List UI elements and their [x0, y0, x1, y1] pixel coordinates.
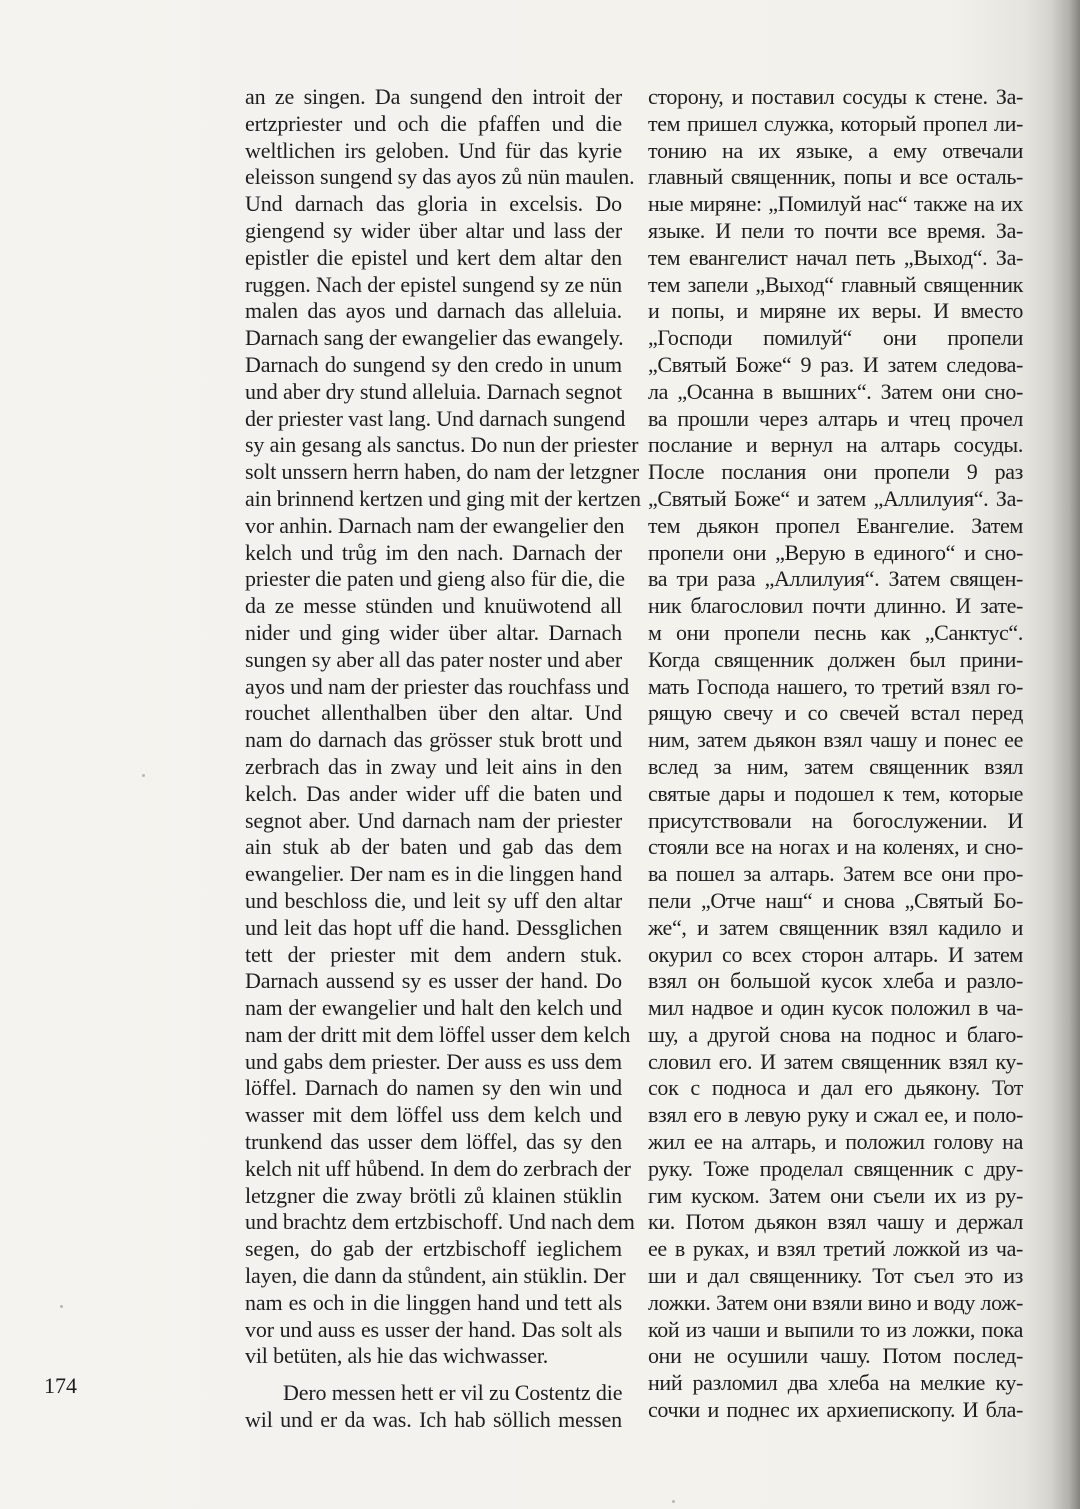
text-line: vor und auss es usser der hand. Das solt als — [245, 1316, 622, 1342]
text-line: они не осушили чашу. Потом послед- — [648, 1343, 1023, 1369]
text-line: und brachtz dem ertzbischoff. Und nach dem — [245, 1209, 635, 1235]
text-line: тем запели „Выход“ главный священник — [648, 271, 1023, 297]
text-line: ruggen. Nach der epistel sungend sy ze nün — [245, 271, 622, 297]
text-line: ва прошли через алтарь и чтец прочел — [648, 405, 1023, 431]
page-number: 174 — [44, 1373, 77, 1398]
german-paragraph-2 — [245, 1380, 622, 1434]
text-line: присутствовали на богослужении. И — [648, 807, 1023, 833]
text-line: святые дары и подошел к тем, которые — [648, 780, 1023, 806]
text-line: жил ее на алтарь, и положил голову на — [648, 1129, 1023, 1155]
text-line: ний разломил два хлеба на мелкие ку- — [648, 1370, 1023, 1396]
text-line: и попы, и миряне их веры. И вместо — [648, 298, 1023, 324]
text-line: м они пропели песнь как „Санктус“. — [648, 619, 1023, 645]
text-line: ain brinnend kertzen und ging mit der kertzen — [245, 485, 641, 511]
text-line: гим куском. Затем они съели их из ру- — [648, 1182, 1023, 1208]
text-line: языке. И пели то почти все время. За- — [648, 217, 1023, 243]
text-line: сочки и поднес их архиепископу. И бла- — [648, 1397, 1023, 1423]
text-line: ertzpriester und och die pfaffen und die — [245, 110, 622, 136]
text-line: epistler die epistel und kert dem altar den — [245, 244, 622, 270]
text-line: layen, die dann da stůndent, ain stüklin. Der — [245, 1263, 626, 1289]
text-line: an ze singen. Da sungend den introit der — [245, 84, 622, 109]
text-line: После послания они пропели 9 раз — [648, 459, 1023, 485]
binding-shadow — [1052, 0, 1080, 1509]
text-line: giengend sy wider über altar und lass der — [245, 217, 622, 243]
text-line: „Господи помилуй“ они пропели — [648, 325, 1023, 351]
text-line: nam es och in die linggen hand und tett als — [245, 1289, 622, 1315]
text-line: eleisson sungend sy das ayos zů nün maulen. — [245, 164, 635, 190]
text-line: же“, и затем священник взял кадило и — [648, 914, 1023, 940]
text-line: tett der priester mit dem andern stuk. — [245, 941, 622, 967]
text-line: рящую свечу и со свечей встал перед — [648, 700, 1023, 726]
text-line: Darnach do sungend sy den credo in unum — [245, 351, 622, 377]
text-line: kelch und trůg im den nach. Darnach der — [245, 539, 622, 565]
text-line: nam der ewangelier und halt den kelch und — [245, 995, 622, 1021]
paragraph-gap — [245, 1370, 622, 1380]
text-line: segen, do gab der ertzbischoff ieglichem — [245, 1236, 622, 1262]
text-line: „Святый Боже“ и затем „Аллилуия“. За- — [648, 485, 1023, 511]
text-line: solt unssern herrn haben, do nam der letzgner — [245, 459, 640, 485]
text-line: тем дьякон пропел Евангелие. Затем — [648, 512, 1023, 538]
text-line: словил его. И затем священник взял ку- — [648, 1048, 1023, 1074]
text-line: Darnach sang der ewangelier das ewangely. — [245, 325, 624, 351]
text-line: ши и дал священнику. Тот съел это из — [648, 1263, 1023, 1289]
text-line: ва пошел за алтарь. Затем все они про- — [648, 861, 1023, 887]
text-line: мил надвое и один кусок положил в ча- — [648, 995, 1023, 1021]
text-line: главный священник, попы и все осталь- — [648, 164, 1023, 190]
text-line: der priester vast lang. Und darnach sungend — [245, 405, 626, 431]
text-line: взял он большой кусок хлеба и разло- — [648, 968, 1023, 994]
text-line: da ze messe stünden und knuüwotend all — [245, 593, 622, 619]
left-column-german-text — [245, 84, 641, 1434]
text-line: und aber dry stund alleluia. Darnach segnot — [245, 378, 622, 404]
text-line: segnot aber. Und darnach nam der priester — [245, 807, 622, 833]
text-line: und gabs dem priester. Der auss es uss dem — [245, 1048, 622, 1074]
text-line: ные миряне: „Помилуй нас“ также на их — [648, 191, 1023, 217]
text-line: ложки. Затем они взяли вино и воду лож- — [648, 1289, 1023, 1315]
text-line: löffel. Darnach do namen sy den win und — [245, 1075, 622, 1101]
text-line: ним, затем дьякон взял чашу и понес ее — [648, 727, 1023, 753]
text-line: Когда священник должен был прини- — [648, 646, 1023, 672]
paper-speck — [60, 1305, 63, 1308]
text-line: Darnach aussend sy es usser der hand. Do — [245, 968, 622, 994]
text-line: priester die paten und gieng also für die, die — [245, 566, 625, 592]
text-line: тонию на их языке, а ему отвечали — [648, 137, 1023, 163]
text-line: стояли все на ногах и на коленях, и сно- — [648, 834, 1023, 860]
text-line: nider und ging wider über altar. Darnach — [245, 619, 622, 645]
text-line: ник благословил почти длинно. И зате- — [648, 593, 1023, 619]
text-line: окурил со всех сторон алтарь. И затем — [648, 941, 1023, 967]
text-line: вслед за ним, затем священник взял — [648, 753, 1023, 779]
text-line: ва три раза „Аллилуия“. Затем священ- — [648, 566, 1023, 592]
text-line: malen das ayos und darnach das alleluia. — [245, 298, 622, 324]
right-column-russian-text — [648, 84, 1023, 1424]
text-line: weltlichen irs geloben. Und für das kyrie — [245, 137, 622, 163]
text-line: тем пришел служка, который пропел ли- — [648, 110, 1023, 136]
text-line: тем евангелист начал петь „Выход“. За- — [648, 244, 1023, 270]
text-line: zerbrach das in zway und leit ains in den — [245, 753, 622, 779]
text-line: ки. Потом дьякон взял чашу и держал — [648, 1209, 1023, 1235]
text-line: rouchet allenthalben über den altar. Und — [245, 700, 622, 726]
text-line: руку. Тоже проделал священник с дру- — [648, 1155, 1023, 1181]
text-line: sy ain gesang als sanctus. Do nun der priester — [245, 432, 639, 458]
text-line: ла „Осанна в вышних“. Затем они сно- — [648, 378, 1023, 404]
text-line: пропели они „Верую в единого“ и сно- — [648, 539, 1023, 565]
text-line: сторону, и поставил сосуды к стене. За- — [648, 84, 1023, 109]
text-line: nam der dritt mit dem löffel usser dem kelch — [245, 1021, 631, 1047]
text-line: wasser mit dem löffel uss dem kelch und — [245, 1102, 622, 1128]
text-line: сок с подноса и дал его дьякону. Тот — [648, 1075, 1023, 1101]
text-line: мать Господа нашего, то третий взял го- — [648, 673, 1023, 699]
text-line: vil betüten, als hie das wichwasser. — [245, 1343, 549, 1369]
text-line: шу, а другой снова на поднос и благо- — [648, 1021, 1023, 1047]
text-line: nam do darnach das grösser stuk brott und — [245, 727, 622, 753]
text-line: ewangelier. Der nam es in die linggen hand — [245, 861, 622, 887]
text-line: und leit das hopt uff die hand. Dessglichen — [245, 914, 622, 940]
german-paragraph-1 — [245, 84, 641, 1370]
text-line: пели „Отче наш“ и снова „Святый Бо- — [648, 887, 1023, 913]
text-line: Und darnach das gloria in excelsis. Do — [245, 191, 622, 217]
text-line: kelch. Das ander wider uff die baten und — [245, 780, 622, 806]
text-line: trunkend das usser dem löffel, das sy den — [245, 1129, 622, 1155]
text-line: кой из чаши и выпили то из ложки, пока — [648, 1316, 1023, 1342]
paper-speck — [672, 1500, 675, 1503]
text-line: wil und er da was. Ich hab söllich messen — [245, 1407, 622, 1433]
text-line: Dero messen hett er vil zu Costentz die — [283, 1380, 623, 1406]
text-line: „Святый Боже“ 9 раз. И затем следова- — [648, 351, 1023, 377]
text-line: взял его в левую руку и сжал ее, и поло- — [648, 1102, 1023, 1128]
text-line: letzgner die zway brötli zů klainen stüklin — [245, 1182, 622, 1208]
text-line: ayos und nam der priester das rouchfass und — [245, 673, 629, 699]
text-line: sungen sy aber all das pater noster und aber — [245, 646, 623, 672]
paper-speck — [142, 774, 145, 777]
text-line: und beschloss die, und leit sy uff den altar — [245, 887, 622, 913]
text-line: послание и вернул на алтарь сосуды. — [648, 432, 1023, 458]
text-line: ain stuk ab der baten und gab das dem — [245, 834, 622, 860]
text-line: ее в руках, и взял третий ложкой из ча- — [648, 1236, 1023, 1262]
text-line: kelch nit uff hůbend. In dem do zerbrach der — [245, 1155, 631, 1181]
text-line: vor anhin. Darnach nam der ewangelier den — [245, 512, 625, 538]
